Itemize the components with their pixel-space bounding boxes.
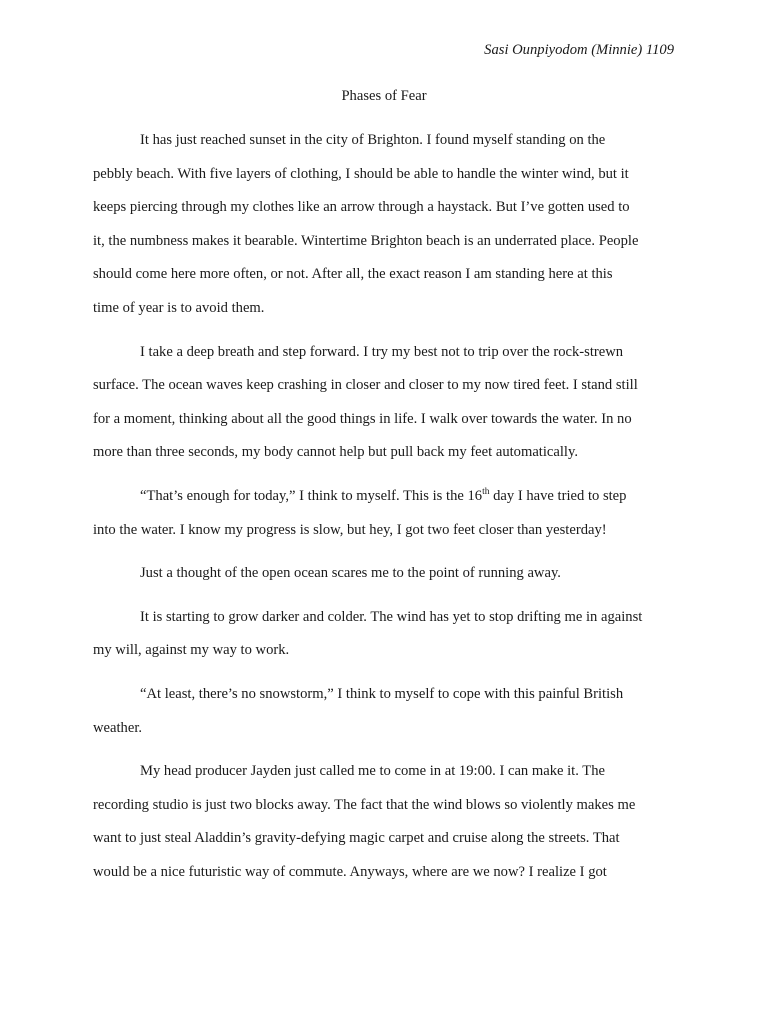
text-line: Just a thought of the open ocean scares me to the point of running away.: [140, 565, 561, 582]
text-line: I take a deep breath and step forward. I try my best not to trip over the rock-strewn: [140, 343, 624, 360]
text-line: time of year is to avoid them.: [93, 299, 265, 316]
text-line: It is starting to grow darker and colder. The wind has yet to stop drifting me in against: [140, 608, 643, 625]
text-segment: “That’s enough for today,” I think to myself. This is the 16: [140, 487, 483, 504]
text-line: It has just reached sunset in the city of Brighton. I found myself standing on the: [140, 132, 606, 148]
paragraph-2: [93, 336, 675, 470]
text-line: keeps piercing through my clothes like an arrow through a haystack. But I’ve gotten used to: [93, 199, 630, 216]
text-line: into the water. I know my progress is slow, but hey, I got two feet closer than yesterday!: [93, 521, 607, 538]
text-line: pebbly beach. With five layers of clothing, I should be able to handle the winter wind, but it: [93, 165, 629, 182]
text-line: would be a nice futuristic way of commute. Anyways, where are we now? I realize I got: [93, 863, 607, 880]
paragraph-6: [93, 678, 675, 745]
running-header: Sasi Ounpiyodom (Minnie) 1109: [484, 42, 674, 58]
essay-body: [93, 124, 675, 889]
text-line: should come here more often, or not. After all, the exact reason I am standing here at this: [93, 266, 613, 283]
paragraph-7: [93, 755, 675, 889]
paragraph-5: [93, 601, 675, 668]
paragraph-1: [93, 124, 675, 326]
text-line: recording studio is just two blocks away. The fact that the wind blows so violently makes me: [93, 796, 636, 813]
text-line: for a moment, thinking about all the good things in life. I walk over towards the water. In no: [93, 410, 632, 427]
text-line: more than three seconds, my body cannot help but pull back my feet automatically.: [93, 444, 578, 461]
text-line: surface. The ocean waves keep crashing in closer and closer to my now tired feet. I stand still: [93, 377, 638, 394]
paragraph-3: [93, 480, 675, 547]
text-line: it, the numbness makes it bearable. Wintertime Brighton beach is an underrated place. People: [93, 232, 639, 249]
text-segment: day I have tried to step: [489, 487, 627, 504]
paragraph-4: [93, 557, 675, 591]
essay-title: Phases of Fear: [341, 88, 427, 104]
text-line: “At least, there’s no snowstorm,” I think to myself to cope with this painful British: [140, 685, 624, 702]
text-line: my will, against my way to work.: [93, 642, 290, 659]
text-line: want to just steal Aladdin’s gravity-defying magic carpet and cruise along the streets. That: [93, 830, 620, 847]
ordinal-superscript: th: [482, 486, 490, 497]
text-line: My head producer Jayden just called me to come in at 19:00. I can make it. The: [140, 763, 605, 780]
text-line: weather.: [93, 719, 143, 736]
text-line: [93, 480, 675, 514]
